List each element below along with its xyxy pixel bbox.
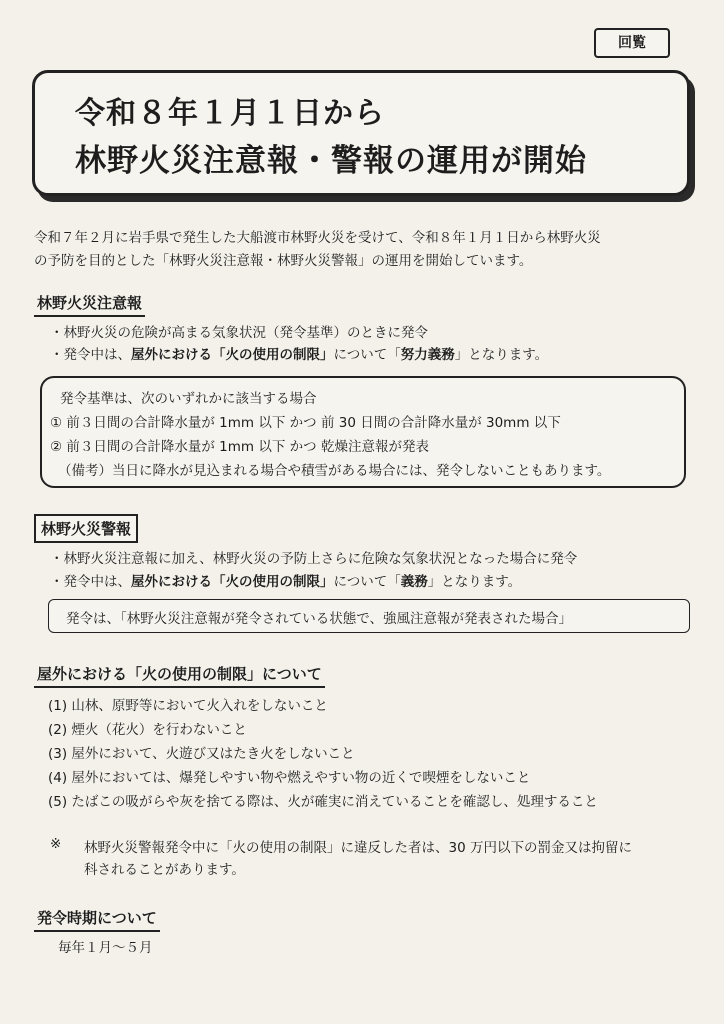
- advisory-bullet-2: ・発令中は、屋外における「火の使用の制限」について「努力義務」となります。: [50, 347, 549, 363]
- restrictions-note-line1: 林野火災警報発令中に「火の使用の制限」に違反した者は、30 万円以下の罰金又は拘留に: [84, 840, 632, 856]
- advisory-criteria-item-1: ① 前３日間の合計降水量が 1mm 以下 かつ 前 30 日間の合計降水量が 30mm 以下: [50, 415, 561, 431]
- period-heading: 発令時期について: [34, 907, 160, 932]
- restriction-item-5: (5) たばこの吸がらや灰を捨てる際は、火が確実に消えていることを確認し、処理すること: [48, 794, 598, 810]
- warning-bullet-1: ・林野火災注意報に加え、林野火災の予防上さらに危険な気象状況となった場合に発令: [50, 551, 578, 567]
- restrictions-heading: 屋外における「火の使用の制限」について: [34, 663, 325, 688]
- page-title-line2: 林野火災注意報・警報の運用が開始: [75, 143, 587, 179]
- restrictions-note-mark: ※: [50, 836, 62, 852]
- restrictions-note-line2: 科されることがあります。: [84, 862, 245, 878]
- advisory-criteria-note: （備考）当日に降水が見込まれる場合や積雪がある場合には、発令しないこともあります。: [58, 463, 611, 479]
- page-title-line1: 令和８年１月１日から: [75, 96, 385, 131]
- intro-line1: 令和７年２月に岩手県で発生した大船渡市林野火災を受けて、令和８年１月１日から林野火災: [34, 230, 601, 246]
- restriction-item-3: (3) 屋外において、火遊び又はたき火をしないこと: [48, 746, 355, 762]
- advisory-criteria-item-2: ② 前３日間の合計降水量が 1mm 以下 かつ 乾燥注意報が発表: [50, 439, 429, 455]
- warning-heading: 林野火災警報: [34, 514, 138, 543]
- warning-bullet-2: ・発令中は、屋外における「火の使用の制限」について「義務」となります。: [50, 574, 522, 590]
- advisory-bullet-1: ・林野火災の危険が高まる気象状況（発令基準）のときに発令: [50, 325, 428, 341]
- advisory-heading: 林野火災注意報: [34, 292, 145, 317]
- restriction-item-4: (4) 屋外においては、爆発しやすい物や燃えやすい物の近くで喫煙をしないこと: [48, 770, 531, 786]
- advisory-criteria-intro: 発令基準は、次のいずれかに該当する場合: [60, 391, 317, 407]
- restriction-item-2: (2) 煙火（花火）を行わないこと: [48, 722, 247, 738]
- intro-line2: の予防を目的とした「林野火災注意報・林野火災警報」の運用を開始しています。: [34, 253, 533, 269]
- circulation-tag: 回覧: [594, 28, 670, 58]
- period-value: 毎年１月～５月: [58, 940, 153, 956]
- restriction-item-1: (1) 山林、原野等において火入れをしないこと: [48, 698, 328, 714]
- warning-criteria: 発令は、「林野火災注意報が発令されている状態で、強風注意報が発表された場合」: [66, 611, 572, 627]
